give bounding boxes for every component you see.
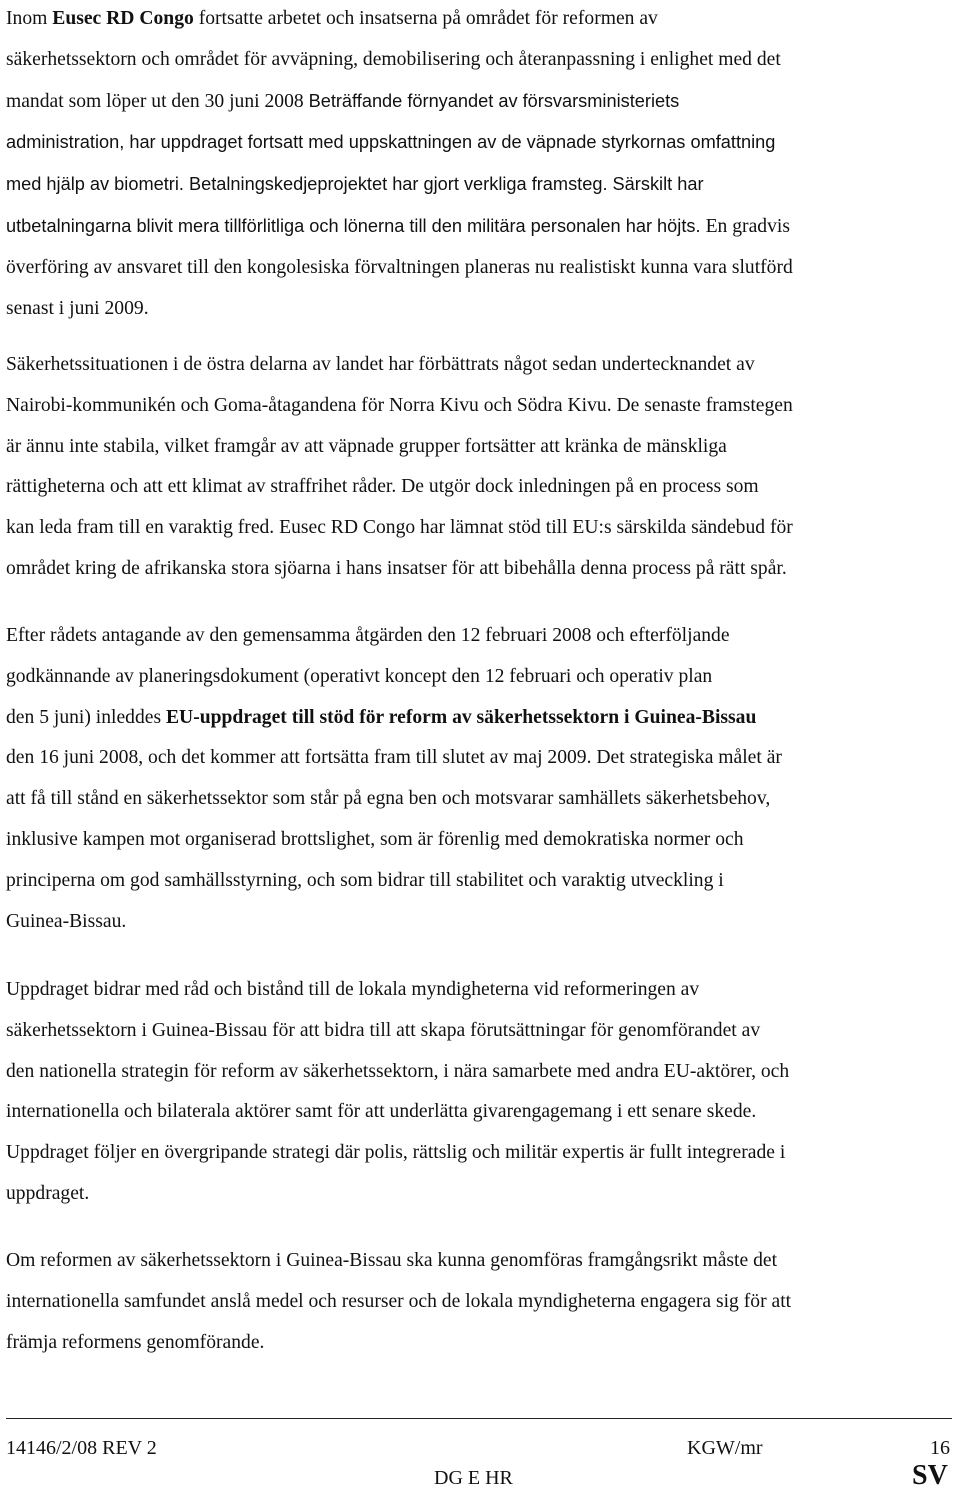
text-line	[6, 40, 958, 81]
footer-author: KGW/mr	[687, 1437, 763, 1459]
footer-doc-ref: 14146/2/08 REV 2	[6, 1437, 157, 1459]
text-line	[6, 698, 958, 739]
text-line	[6, 206, 958, 248]
text-run: Uppdraget bidrar med råd och bistånd till de lokala myndigheterna vid reformeringen av	[6, 979, 700, 1000]
text-run: Säkerhetssituationen i de östra delarna av landet har förbättrats något sedan undertecknandet av	[6, 354, 755, 375]
text-run: En gradvis	[705, 215, 790, 237]
text-line	[6, 1092, 958, 1133]
text-line	[6, 345, 958, 386]
text-line	[6, 902, 958, 943]
text-run: främja reformens genomförande.	[6, 1331, 265, 1353]
text-run: internationella och bilaterala aktörer samt för att underlätta givarengagemang i ett senare skede.	[6, 1101, 757, 1123]
text-line	[6, 738, 958, 779]
text-line	[6, 467, 958, 508]
text-line	[6, 820, 958, 861]
text-run: Uppdraget följer en övergripande strategi där polis, rättslig och militär expertis är fullt integrerade i	[6, 1142, 786, 1164]
text-run: administration, har uppdraget fortsatt med uppskattningen av de väpnade styrkornas omfattning	[6, 132, 776, 153]
text-run: Nairobi-kommunikén och Goma-åtagandena för Norra Kivu och Södra Kivu. De senaste framstegen	[6, 394, 793, 416]
text-line	[6, 1323, 958, 1364]
paragraph-eu-mission-guinea-bissau	[6, 616, 958, 942]
text-run: EU-uppdraget till stöd för reform av säkerhetssektorn i Guinea-Bissau	[165, 706, 757, 728]
paragraph-eusec-rd-congo-ssr	[6, 0, 958, 329]
footer-page-number: 16	[930, 1437, 950, 1459]
text-line	[6, 1133, 958, 1174]
text-run: mandat som löper ut den 30 juni 2008	[6, 90, 309, 112]
footer-directorate: DG E HR	[434, 1467, 513, 1489]
text-run: rättigheterna och att ett klimat av straffrihet råder. De utgör dock inledningen på en process som	[6, 476, 759, 498]
text-line	[6, 1174, 958, 1215]
text-run: säkerhetssektorn och området för avväpning, demobilisering och återanpassning i enlighet med det	[6, 48, 781, 70]
text-line	[6, 861, 958, 902]
text-run: Guinea-Bissau.	[6, 910, 127, 932]
text-line	[6, 289, 958, 330]
paragraph-security-situation	[6, 345, 958, 590]
text-line	[6, 81, 958, 123]
text-run: området kring de afrikanska stora sjöarna i hans insatser för att bibehålla denna process på rätt spår.	[6, 557, 787, 579]
paragraph-reform-success	[6, 1241, 958, 1363]
footer-divider	[6, 1418, 952, 1419]
text-line	[6, 508, 958, 549]
text-run: internationella samfundet anslå medel och resurser och de lokala myndigheterna engagera sig för att	[6, 1290, 792, 1312]
text-run: Inom	[6, 8, 53, 29]
text-run: uppdraget.	[6, 1182, 90, 1204]
text-run: Eusec RD Congo	[52, 8, 194, 29]
text-run: fortsatte arbetet och insatserna på området för reformen av	[193, 8, 658, 29]
text-run: kan leda fram till en varaktig fred. Eusec RD Congo har lämnat stöd till EU:s särskilda sändebud för	[6, 517, 793, 539]
text-run: principerna om god samhällsstyrning, och som bidrar till stabilitet och varaktig utveckling i	[6, 869, 724, 891]
text-line	[6, 427, 958, 468]
text-run: den nationella strategin för reform av säkerhetssektorn, i nära samarbete med andra EU-aktörer, och	[6, 1060, 790, 1082]
text-run: den 16 juni 2008, och det kommer att fortsätta fram till slutet av maj 2009. Det strategiska målet är	[6, 747, 782, 769]
footer-language: SV	[912, 1460, 948, 1491]
text-run: överföring av ansvaret till den kongolesiska förvaltningen planeras nu realistiskt kunna vara slutförd	[6, 256, 793, 278]
text-run: Beträffande förnyandet av försvarsministeriets	[308, 90, 680, 111]
text-run: inklusive kampen mot organiserad brottslighet, som är förenlig med demokratiska normer och	[6, 828, 744, 850]
text-run: Om reformen av säkerhetssektorn i Guinea-Bissau ska kunna genomföras framgångsrikt måste det	[6, 1250, 778, 1271]
text-line	[6, 248, 958, 289]
text-run: säkerhetssektorn i Guinea-Bissau för att bidra till att skapa förutsättningar för genomförandet av	[6, 1019, 761, 1041]
text-line	[6, 122, 958, 164]
text-line	[6, 0, 958, 40]
text-run: med hjälp av biometri. Betalningskedjeprojektet har gjort verkliga framsteg. Särskilt har	[6, 174, 704, 195]
text-line	[6, 549, 958, 590]
text-line	[6, 1282, 958, 1323]
text-line	[6, 616, 958, 657]
text-run: att få till stånd en säkerhetssektor som står på egna ben och motsvarar samhällets säkerhetsbehov,	[6, 788, 771, 810]
text-line	[6, 386, 958, 427]
text-line	[6, 1052, 958, 1093]
text-line	[6, 1241, 958, 1282]
text-run: senast i juni 2009.	[6, 297, 149, 319]
paragraph-mission-advice	[6, 970, 958, 1215]
text-line	[6, 1011, 958, 1052]
text-run: Efter rådets antagande av den gemensamma åtgärden den 12 februari 2008 och efterföljande	[6, 625, 730, 646]
text-line	[6, 970, 958, 1011]
text-line	[6, 164, 958, 206]
text-run: utbetalningarna blivit mera tillförlitliga och lönerna till den militära personalen har höjts.	[6, 215, 706, 236]
text-line	[6, 779, 958, 820]
text-run: är ännu inte stabila, vilket framgår av att väpnade grupper fortsätter att kränka de mänskliga	[6, 435, 727, 457]
text-run: godkännande av planeringsdokument (operativt koncept den 12 februari och operativ plan	[6, 665, 713, 687]
text-line	[6, 657, 958, 698]
text-run: den 5 juni) inleddes	[6, 706, 166, 728]
